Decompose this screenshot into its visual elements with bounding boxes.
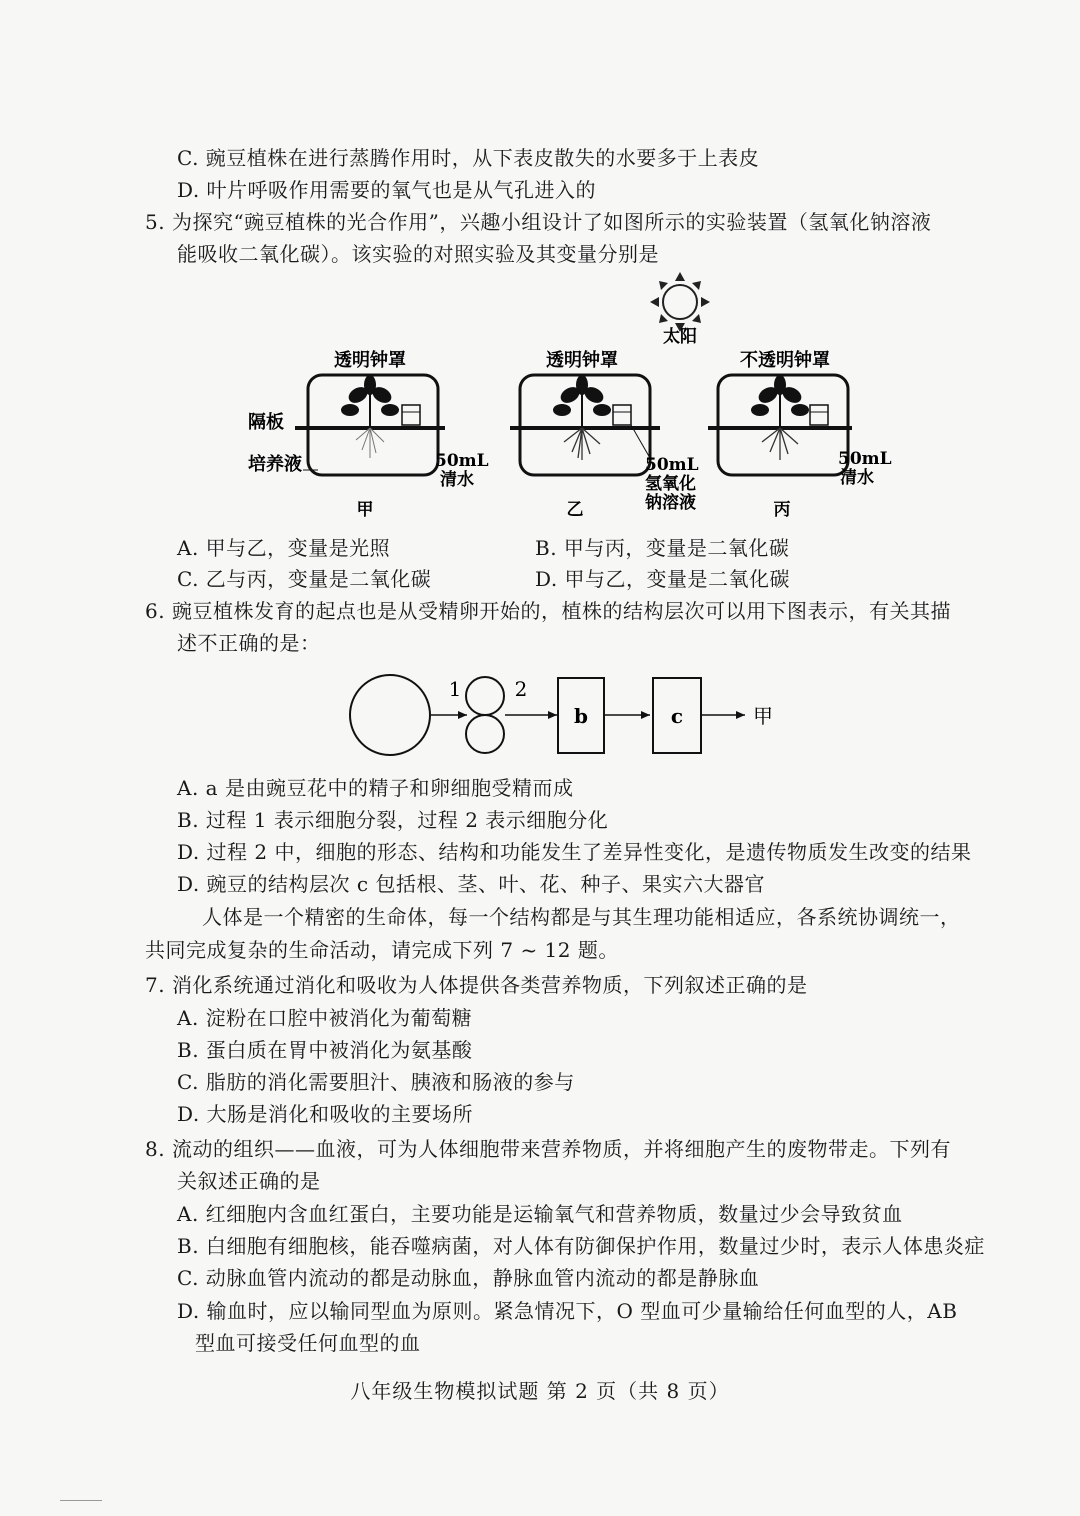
plant-icon (751, 375, 809, 460)
q6-stem-line2: 述不正确的是： (177, 631, 321, 655)
box-b-label: b (574, 704, 588, 728)
q6-option-a: A. a 是由豌豆花中的精子和卵细胞受精而成 (177, 776, 574, 800)
q8-option-d-line2: 型血可接受任何血型的血 (195, 1331, 421, 1355)
box-c-label: c (670, 704, 684, 728)
jia-liquid-volume: 50mL (435, 451, 489, 471)
q7-option-d: D. 大肠是消化和吸收的主要场所 (177, 1102, 474, 1126)
q5-stem-line2: 能吸收二氧化碳）。该实验的对照实验及其变量分别是 (177, 242, 659, 266)
q8-stem-line1: 8. 流动的组织——血液，可为人体细胞带来营养物质，并将细胞产生的废物带走。下列有 (145, 1137, 951, 1161)
q5-option-a: A. 甲与乙，变量是光照 (177, 536, 391, 560)
cover-label-jia: 透明钟罩 (334, 350, 406, 371)
q8-stem-line2: 关叙述正确的是 (177, 1169, 321, 1193)
plant-icon (553, 375, 611, 460)
q5-option-b: B. 甲与丙，变量是二氧化碳 (535, 536, 790, 560)
partition-label: 隔板 (248, 412, 284, 433)
q7-option-c: C. 脂肪的消化需要胆汁、胰液和肠液的参与 (177, 1070, 575, 1094)
bing-liquid-type: 清水 (840, 468, 874, 488)
q6-option-c: D. 过程 2 中，细胞的形态、结构和功能发生了差异性变化，是遗传物质发生改变的结果 (177, 840, 972, 864)
bottom-divider (60, 1500, 102, 1501)
jar-bing (708, 375, 852, 475)
cover-label-yi: 透明钟罩 (546, 350, 618, 371)
culture-label: 培养液 (248, 454, 302, 475)
cover-label-bing: 不透明钟罩 (740, 350, 830, 371)
jar-jia (295, 375, 445, 475)
yi-liquid-volume: 50mL (645, 455, 699, 475)
q4-option-c: C. 豌豆植株在进行蒸腾作用时，从下表皮散失的水要多于上表皮 (177, 146, 760, 170)
label-yi: 乙 (566, 500, 584, 520)
q5-option-d: D. 甲与乙，变量是二氧化碳 (535, 567, 791, 591)
q7-option-b: B. 蛋白质在胃中被消化为氨基酸 (177, 1038, 473, 1062)
step2-label: 2 (514, 677, 528, 701)
plant-icon (341, 375, 399, 458)
yi-liquid-type-2: 钠溶液 (645, 493, 696, 513)
step1-label: 1 (448, 677, 462, 701)
yi-liquid-type-1: 氢氧化 (645, 474, 696, 494)
bing-liquid-volume: 50mL (838, 449, 892, 469)
q8-option-a: A. 红细胞内含血红蛋白，主要功能是运输氧气和营养物质，数量过少会导致贫血 (177, 1202, 903, 1226)
sun-label: 太阳 (663, 327, 697, 347)
page-footer: 八年级生物模拟试题 第 2 页（共 8 页） (350, 1379, 730, 1403)
q7-option-a: A. 淀粉在口腔中被消化为葡萄糖 (177, 1006, 473, 1030)
q5-option-c: C. 乙与丙，变量是二氧化碳 (177, 567, 432, 591)
jar-yi (510, 375, 660, 475)
q8-option-b: B. 白细胞有细胞核，能吞噬病菌，对人体有防御保护作用，数量过少时，表示人体患炎症 (177, 1234, 985, 1258)
jia-liquid-type: 清水 (440, 470, 474, 490)
q8-option-d-line1: D. 输血时，应以输同型血为原则。紧急情况下，O 型血可少量输给任何血型的人，AB (177, 1299, 958, 1323)
q7-stem: 7. 消化系统通过消化和吸收为人体提供各类营养物质，下列叙述正确的是 (145, 973, 808, 997)
q8-option-c: C. 动脉血管内流动的都是动脉血，静脉血管内流动的都是静脉血 (177, 1266, 760, 1290)
q4-option-d: D. 叶片呼吸作用需要的氧气也是从气孔进入的 (177, 178, 597, 202)
q5-experiment-figure (240, 270, 920, 525)
intro-line2: 共同完成复杂的生命活动，请完成下列 7 ~ 12 题。 (145, 938, 619, 962)
q6-structure-diagram (345, 668, 795, 768)
sun-icon (650, 272, 710, 332)
q6-option-b: B. 过程 1 表示细胞分裂，过程 2 表示细胞分化 (177, 808, 609, 832)
end-label: 甲 (753, 704, 773, 728)
label-jia: 甲 (356, 500, 374, 520)
q6-option-d: D. 豌豆的结构层次 c 包括根、茎、叶、花、种子、果实六大器官 (177, 872, 765, 896)
label-bing: 丙 (773, 500, 791, 520)
q5-stem-line1: 5. 为探究“豌豆植株的光合作用”，兴趣小组设计了如图所示的实验装置（氢氧化钠溶液 (145, 210, 932, 234)
q6-stem-line1: 6. 豌豆植株发育的起点也是从受精卵开始的，植株的结构层次可以用下图表示，有关其描 (145, 599, 951, 623)
intro-line1: 人体是一个精密的生命体，每一个结构都是与其生理功能相适应，各系统协调统一， (202, 905, 961, 929)
